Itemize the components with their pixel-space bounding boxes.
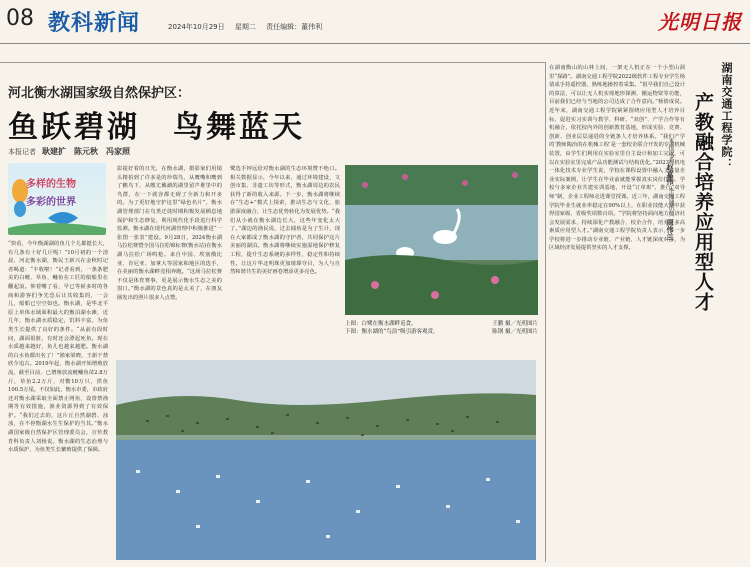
- byline-label: 本报记者: [8, 148, 36, 156]
- page-number: 08: [6, 6, 34, 31]
- right-article-title-2: 产教融合培养应用型人才: [692, 92, 714, 312]
- page-header: [0, 0, 750, 44]
- right-article-body: 在湖南衡山的山林上间，一架无人机正在一个小型山洞里“探路”。湖南交通工程学院2022级软件工程专业学生杨倩成手持遥控器，熟练地操控着采集。“很早我们自己设计的算法，可以让无人机实现地形探测、搬运物资等功能，目前我们已经与当地的公司达成了合作意向。”杨倩成说。近年来，湖南交通工程学院紧紧围绕应用型人才培养目标，促进实习实训与教学、科研、“双创”、产学合作等有机融合，依托校内外的创新教育基地，形成实验、竞赛、创新、创业层层递进的全链条人才培养体系。“我们产学的‘教师陶冶的在机械工程’是一套校企联合开发的专业机械装置，由学生们利用在实验室里自主设计和加工完成，可以在实验室里完成产品功能测试与结构优化。”2023级机电一体化技术专业学生说，学校在课程设置中融入了大量企业实际案例，让学生在毕业前就能掌握真实岗位技能。学校与多家企业共建实训基地，开设“订单班”，推行“双导师”制，企业工程师走进课堂授课。近三年，湖南交通工程学院毕业生就业率稳定在90%以上，在职业技能大赛中获得国家级、省级奖项数百项。“学院将坚持面向地方经济社会发展需求，持续深化产教融合、校企合作，培养更多高素质应用型人才。”湖南交通工程学院负责人表示，下一步学校将进一步推动专业链、产业链、人才链深度对接，为区域经济发展提供坚实的人才支撑。: [549, 65, 685, 252]
- right-byline-label: 本报记者: [667, 138, 674, 162]
- logo-line-1: 多样的生物: [26, 179, 76, 190]
- column-logo: [8, 163, 106, 235]
- header-rule: [0, 62, 545, 63]
- photo1-credit: 王鹏 摄／光明图片: [492, 321, 538, 327]
- column-divider: [545, 62, 546, 562]
- photo2-credit: 陈钢 摄／光明图片: [492, 329, 538, 335]
- article-byline: [8, 146, 130, 157]
- photo1-caption: 上图：白鹭在衡水湖畔觅食。: [345, 321, 417, 327]
- page-editor: 责任编辑：董伟利: [266, 23, 323, 31]
- article-pre-title: 河北衡水湖国家级自然保护区：: [8, 86, 191, 101]
- dateline: [168, 22, 330, 32]
- article-headline: 鱼跃碧湖 鸟舞蓝天: [8, 110, 305, 145]
- article-column-3: 鹭选手钟远给对衡水湖的生态环境赞不绝口。相关数据显示，今年以来，通过环境建设，文创市集、非遗工坊等形式，衡水湖周边的农民获得了新的收入来源。下一步，衡水湖将继续在“生态+”模式上探索，推动生态与文化、旅游深度融合，让生态优势转化为发展优势。“我们从小就在衡水湖边长大，这些年变化太大了。”湖边的渔民说，过去捕鱼是为了生计，现在大家都成了衡水湖的守护者，共同保护这片美丽的湖泊。衡水湖将继续实施湿地保护修复工程，提升生态系统的多样性、稳定性和持续性。让这片华北明珠更加璀璨夺目，为人与自然和谐共生的美好画卷增添更多亮色。: [230, 166, 340, 276]
- article-column-1: “快看，今年衡湖湖的鱼儿个儿都挺长大，有几条有十好几斤呢！”10月初的一个清晨，河北衡水湖，衡民王新兴在金秋时记者喝道：“丰收啦！”记者看到，一条条肥美的白鲢、草鱼、鳙鱼在工匠的船船里在翻起浪。仰着嘴了看，早已等候多时的各商和游客们争先恐后让其收集的，一会儿，船船已空空如也。衡水湖，是华北平原上单体水域面积最大的衡泊湖水滩，近几年，衡水湖水质稳定，饥料丰富，为鱼类生长提供了良好的条件。“从前有段时间，湖面很脏，有时还会漂起死鱼。现在水质越来越好，鱼儿也越来越肥。衡水湖的白水鱼都出名了！”渔家梁晓，王新干禁欣令追古。2019年起，衡水湖开始增殖放流，截至目前，已增殖放流鲢鳙鱼苗2.8万斤，草鱼2.2万斤，对鳖10万只，拱鱼100.5万尾。不仅如此，衡水市委，市政府还对衡水湖采取全面禁止网鱼，设置禁渔期等有效措施，渔业资源得到了有效保护。“我们过去的，这片丘自然湖碧、浊浊，在不停衡湖水生生保护的当其。”衡水湖国家级自然保护区管理委员会，宣传教育科负责人刘杨说。衡水湖的生态治理与水质保护，为鱼类生长繁殖提供了保障。: [8, 241, 108, 454]
- logo-line-2: 多彩的世界: [26, 197, 76, 208]
- issue-date: 2024年10月29日: [168, 23, 225, 31]
- byline-reporters: 耿建扩 陈元秋 冯家照: [42, 146, 130, 156]
- right-reporter-1: 赵嘉伟: [666, 163, 675, 185]
- right-article-title-1: 湖南交通工程学院：: [720, 62, 733, 170]
- issue-weekday: 星期二: [234, 23, 256, 31]
- right-byline-label-2: 本报通讯员: [667, 186, 674, 217]
- egret-photo: [345, 165, 538, 315]
- photo-captions: [345, 320, 538, 336]
- right-article-byline: [665, 138, 675, 240]
- right-reporter-2: 周伟兰: [666, 218, 675, 240]
- article-column-2: 影提好着的日光，在衡水湖，摄影家们用镜头精拍到了许多是的珍瑞鸟，从鹰嘴和鹰到了鹳鸟下，从嗷尤戴鹬的湖里留声堆里中的鸟群，在一下就容都无碍了全新力和开多的。为了更好地守护这里“绿色名片”，衡水湖管理部门在鸟类迁徙时期积极发展栖息地保护和生态修复，利用现代化手段进行科学监测。衡水湖在现代河湖管理中积极推进“一张图一张表”建设。9月28日，2024衡水湖马拉松赛暨全国马拉松锦标赛(衡水站)在衡水湖马拉松广场鸣枪。来自中国、埃塞俄比亚、肯尼亚、加拿大等国家和地区的选手，在美丽的衡水湖畔竞相奔跑。“这场马拉松赛不仅是体育赛事，更是展示衡水生态之美的窗口。”衡水湖的景色真的是太美了，在朋友圈发出的照片很多人点赞。: [117, 166, 222, 301]
- bird-flock-illustration: [116, 360, 536, 560]
- section-title: 教科新闻: [48, 10, 141, 36]
- egret-illustration: [345, 165, 538, 315]
- newspaper-masthead: 光明日报: [658, 10, 742, 34]
- bird-flock-photo: [116, 360, 536, 560]
- photo2-caption: 下图：衡水湖的“鸟浪”吸引游客观赏。: [345, 329, 439, 335]
